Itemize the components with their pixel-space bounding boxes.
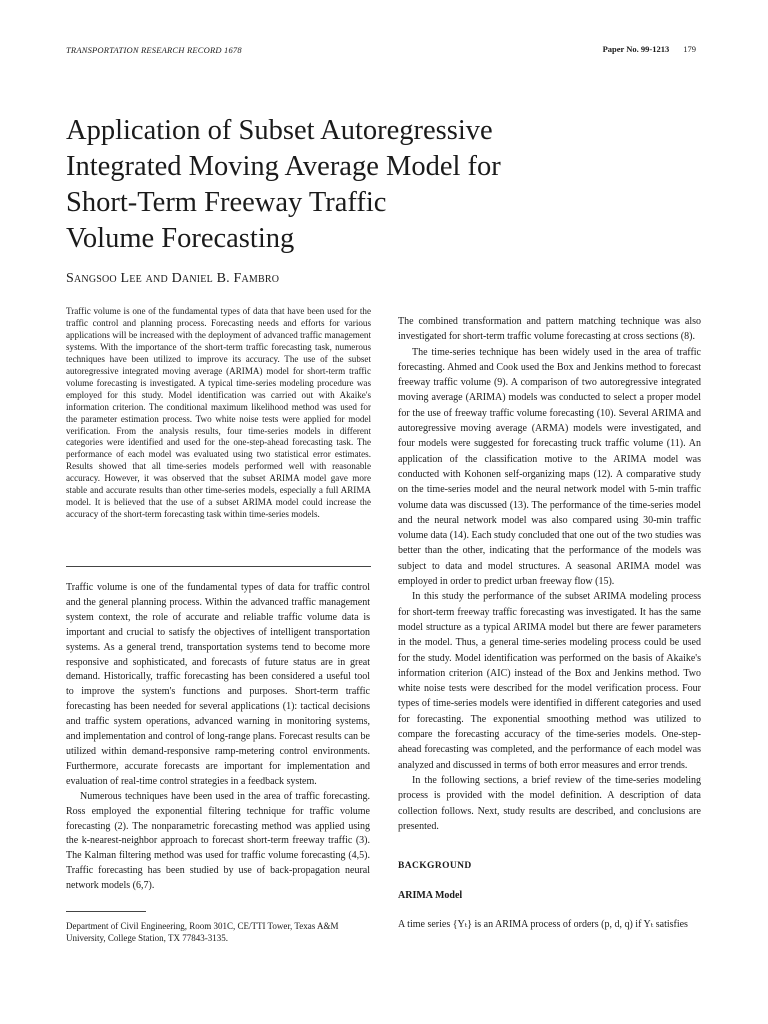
- paper-header-right: [603, 44, 696, 54]
- journal-header: TRANSPORTATION RESEARCH RECORD 1678: [66, 45, 242, 55]
- page-number: 179: [683, 44, 696, 54]
- title-line: Integrated Moving Average Model for: [66, 151, 501, 182]
- author-affiliation-footnote: Department of Civil Engineering, Room 301C, CE/TTI Tower, Texas A&M University, College Station, TX 77843-3135.: [66, 921, 339, 943]
- left-column-body: [66, 581, 370, 894]
- title-line: Short-Term Freeway Traffic: [66, 187, 387, 218]
- subsection-heading-arima-model: ARIMA Model: [398, 890, 463, 901]
- paper-number: Paper No. 99-1213: [602, 44, 670, 54]
- abstract: Traffic volume is one of the fundamental types of data that have been used for the traffic control and planning process. Forecasting needs and efforts for various applications will be increased with the deployment of advanced traffic management systems. With the importance of the short-term traffic forecasting task, numerous techniques have been utilized to improve its accuracy. The use of the subset autoregressive integrated moving average (ARIMA) model for short-term traffic volume forecasting is investigated. A typical time-series modeling procedure was employed for this study. Model identification was carried out with Akaike's information criterion. The conditional maximum likelihood method was used for the parameter estimation process. Two white noise tests were applied for model verification. From the analysis results, four time-series models in different categories were identified and used for the one-step-ahead forecasting task. The performance of each model was evaluated using two statistical error estimates. Results showed that all time-series models performed well with reasonable accuracy. However, it was observed that the subset ARIMA model gave more stable and accurate results than other time-series models, especially a full ARIMA model. It is believed that the use of a subset ARIMA model could increase the accuracy of the short-term forecasting task within time-series models.: [66, 306, 371, 520]
- paper-title: [66, 113, 706, 257]
- footnote-divider: [66, 911, 146, 912]
- title-line: Volume Forecasting: [66, 223, 295, 254]
- abstract-divider: [66, 566, 371, 567]
- authors: Sangsoo Lee and Daniel B. Fambro: [66, 271, 280, 286]
- right-column-body: [398, 314, 701, 834]
- arima-definition-text: [398, 917, 701, 932]
- body-paragraph: Traffic volume is one of the fundamental types of data for traffic control and the general planning process. Within the advanced traffic management system context, the role of accurate and reliable traffic volume data is important and crucial to satisfy the objectives of intelligent transportation systems. As a general trend, transportation systems tend to become more responsive and sophisticated, and forecasts of future status are in great demand. Historically, traffic forecasting has been considered a useful tool to improve the system's functions and purposes. Short-term traffic forecasting has been needed for several applications (1): tactical decisions and traffic system operations, advanced warning in monitoring systems, and implementation and control of long-range plans. Forecast results can be utilized within demand-responsive ramp-metering control environments. Furthermore, accurate forecasts are important for implementation and evaluation of real-time control strategies in a feedback system.: [66, 582, 370, 787]
- body-paragraph: In this study the performance of the subset ARIMA modeling process for short-term freeway traffic forecasting was investigated. It has the same model structure as a typical ARIMA model but there are fewer parameters in the model. Thus, a general time-series modeling process could be used for the study. Model identification was performed on the basis of Akaike's information criterion (AIC) instead of the Box and Jenkins method. Two white noise tests were described for the model verification process. Four types of time-series models were identified in different categories and used for forecasting. The exponential smoothing method was utilized to compare the forecasting accuracy of the time-series models. One-step-ahead forecasting was completed, and the performance of each model was analyzed and discussed in terms of both error measures and error trends.: [398, 591, 701, 771]
- body-paragraph: The time-series technique has been widely used in the area of traffic forecasting. Ahmed and Cook used the Box and Jenkins method to forecast freeway traffic volume (9). A comparison of two autoregressive integrated moving average (ARIMA) models was conducted to select a proper model for the use of freeway traffic volume forecasting (10). Several ARIMA and autoregressive moving average (ARMA) models were investigated, and four models were suggested for forecasting truck traffic volume (11). An application of the classification motive to the ARIMA model was conducted with Kohonen self-organizing maps (12). A comparative study on the time-series model and the neural network model with 5-min traffic volume data was discussed (13). The performance of the time-series model and the neural network model was also compared using 30-min traffic volume data (14). Each study concluded that one out of the two studies was better than the other, indicating that the performance of the models was subject to data and model structures. A seasonal ARIMA model was employed in order to predict urban freeway flow (15).: [398, 346, 701, 588]
- body-paragraph: A time series {Yₜ} is an ARIMA process of orders (p, d, q) if Yₜ satisfies: [398, 919, 688, 930]
- title-line: Application of Subset Autoregressive: [66, 115, 493, 146]
- body-paragraph: In the following sections, a brief review of the time-series modeling process is provided with the model definition. A description of data collection follows. Next, study results are described, and conclusions are presented.: [398, 774, 701, 832]
- section-heading-background: BACKGROUND: [398, 861, 472, 871]
- body-paragraph: Numerous techniques have been used in the area of traffic forecasting. Ross employed the exponential filtering technique for traffic volume forecasting (2). The nonparametric forecasting method was applied using the k-nearest-neighbor approach to forecast short-term freeway traffic (3). The Kalman filtering method was used for traffic volume forecasting (4,5). Traffic forecasting has been studied by use of back-propagation neural network models (6,7).: [66, 790, 370, 892]
- body-paragraph: The combined transformation and pattern matching technique was also investigated for short-term traffic volume forecasting at cross sections (8).: [398, 316, 701, 343]
